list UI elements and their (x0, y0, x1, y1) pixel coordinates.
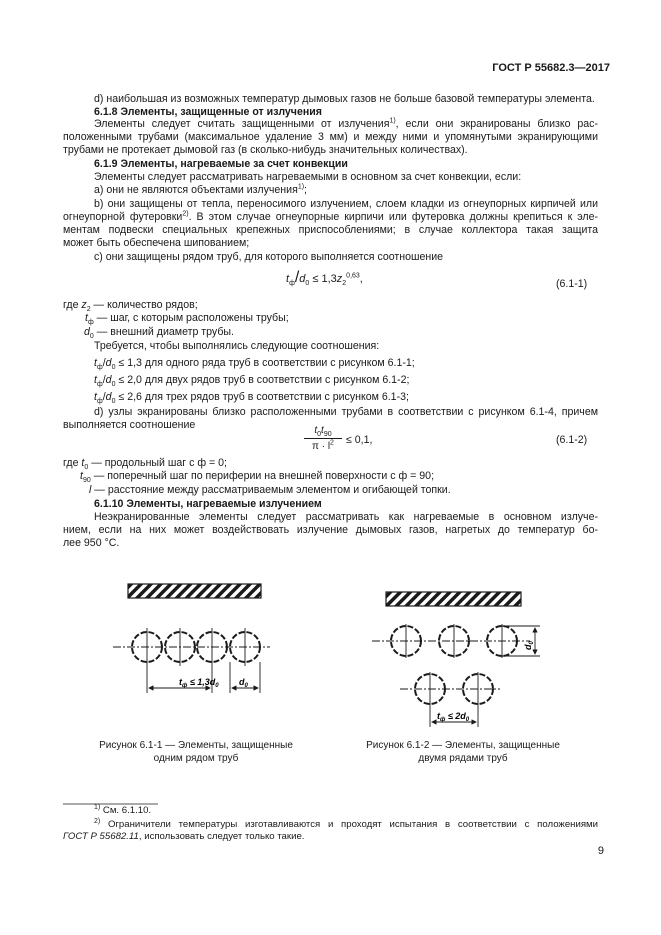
list-item-b-line-4: может быть обеспечена шипованием; (63, 237, 250, 249)
where-t90: $t_{90}$ — поперечный шаг по периферии на внешней поверхности с ф = 90; (80, 470, 435, 485)
footnote-ref-2: 2) (182, 210, 189, 218)
paragraph-6-1-8-line-1: Элементы следует считать защищенными от излучения$^{1)}$, если они экранированы близко рас- (94, 117, 598, 130)
where-z2: где $z_2$ — количество рядов; (63, 299, 198, 314)
figure-6-1-2 (372, 592, 540, 727)
equation-6-1-1: $t_ф/d_0 \le 1,3z_2^{0,63}$, (286, 269, 363, 288)
refractory-wall-1 (128, 584, 261, 598)
list-item-a: а) они не являются объектами излучения$^{1)}$; (94, 183, 307, 196)
list-item-b-line-1: b) они защищены от тепла, переносимого излучением, слоем кладки из огнеупорных кирпичей или (94, 198, 598, 210)
equation-6-1-2-relation: ≤ 0,1, (346, 434, 373, 446)
figure-6-1-1-caption: Рисунок 6.1-1 — Элементы, защищенные одним рядом труб (99, 740, 293, 764)
page-number: 9 (597, 845, 604, 857)
footnote-2-line-1: $^{2)}$ Ограничители температуры изготавливаются и проходят испытания в соответствии с положениями (94, 817, 598, 830)
requirement-intro: Требуется, чтобы выполнялись следующие соотношения: (94, 340, 380, 352)
list-item-b-line-3: ментам подвески специальных крепежных приспособлениями; в случае коллектора такая защита (63, 224, 598, 236)
paragraph-6-1-10-line-1: Неэкранированные элементы следует рассматривать как нагреваемые в основном излуче- (94, 511, 598, 523)
where-l: l — расстояние между рассматриваемым элементом и огибающей топки. (89, 484, 451, 496)
paragraph-d-temperature: d) наибольшая из возможных температур дымовых газов не больше базовой температуры элемента. (94, 93, 595, 105)
fraction-denominator: $\pi \cdot l^2$ (312, 439, 334, 452)
paragraph-6-1-9-intro: Элементы следует рассматривать нагреваемыми в основном за счет конвекции, если: (94, 171, 522, 183)
figure-6-1-2-caption: Рисунок 6.1-2 — Элементы, защищенные двумя рядами труб (366, 740, 560, 764)
refractory-wall-2 (386, 592, 521, 606)
condition-three-rows: $t_ф/d_0 \le 2,6$ для трех рядов труб в соответствии с рисунком 6.1-3; (94, 391, 409, 406)
where-d0: $d_0$ — внешний диаметр трубы. (84, 326, 234, 341)
equation-6-1-1-number: (6.1-1) (556, 278, 588, 290)
list-item-c: с) они защищены рядом труб, для которого выполняется соотношение (94, 251, 444, 263)
section-heading-6-1-10: 6.1.10 Элементы, нагреваемые излучением (94, 498, 322, 510)
figure-2-diameter-label: $d_0$ (523, 641, 535, 650)
condition-two-rows: $t_ф/d_0 \le 2,0$ для двух рядов труб в соответствии с рисунком 6.1-2; (94, 374, 410, 389)
paragraph-6-1-10-line-2: нием, если на них может воздействовать излучение дымовых газов, нагретых до температур бо- (63, 524, 598, 536)
list-item-d-line-1: d) узлы экранированы близко расположенными трубами в соответствии с рисунком 6.1-4, причем (94, 406, 598, 418)
figure-1-diameter-label: $d_0$ (239, 677, 248, 689)
fraction-numerator: $t_0t_{90}$ (304, 425, 342, 439)
list-item-b-line-2: огнеупорной футеровки$^{2)}$. В этом случае огнеупорные кирпичи или футеровка должны крепиться к эле- (63, 210, 599, 223)
equation-6-1-2-number: (6.1-2) (556, 434, 588, 446)
paragraph-6-1-8-line-3: трубами не протекает дымовой газ (в сколько-нибудь значительных количествах). (63, 144, 468, 156)
section-heading-6-1-9: 6.1.9 Элементы, нагреваемые за счет конвекции (94, 158, 348, 170)
where-t0: где $t_0$ — продольный шаг с ф = 0; (63, 457, 227, 472)
footnote-2-line-2: ГОСТ Р 55682.11, использовать следует только такие. (63, 831, 305, 842)
footnote-ref-1: 1) (389, 117, 396, 125)
figure-6-1-1 (113, 584, 270, 693)
where-t-f: $t_ф$ — шаг, с которым расположены трубы; (85, 312, 289, 327)
document-standard-number: ГОСТ Р 55682.3—2017 (492, 62, 610, 74)
figure-1-pitch-label: $t_ф \le 1,3d_0$ (179, 677, 219, 689)
list-item-d-line-2: выполняется соотношение (63, 419, 196, 431)
section-heading-6-1-8: 6.1.8 Элементы, защищенные от излучения (94, 106, 322, 118)
figure-2-pitch-label: $t_ф \le 2d_0$ (437, 711, 470, 723)
paragraph-6-1-8-line-2: положенными трубами (максимальное удаление 3 мм) и между ними и упомянутыми экранирующими (63, 131, 598, 143)
paragraph-6-1-10-line-3: лее 950 °С. (63, 537, 120, 549)
footnote-1: $^{1)}$ См. 6.1.10. (94, 803, 152, 816)
condition-one-row: $t_ф/d_0 \le 1,3$ для одного ряда труб в соответствии с рисунком 6.1-1; (94, 357, 415, 372)
